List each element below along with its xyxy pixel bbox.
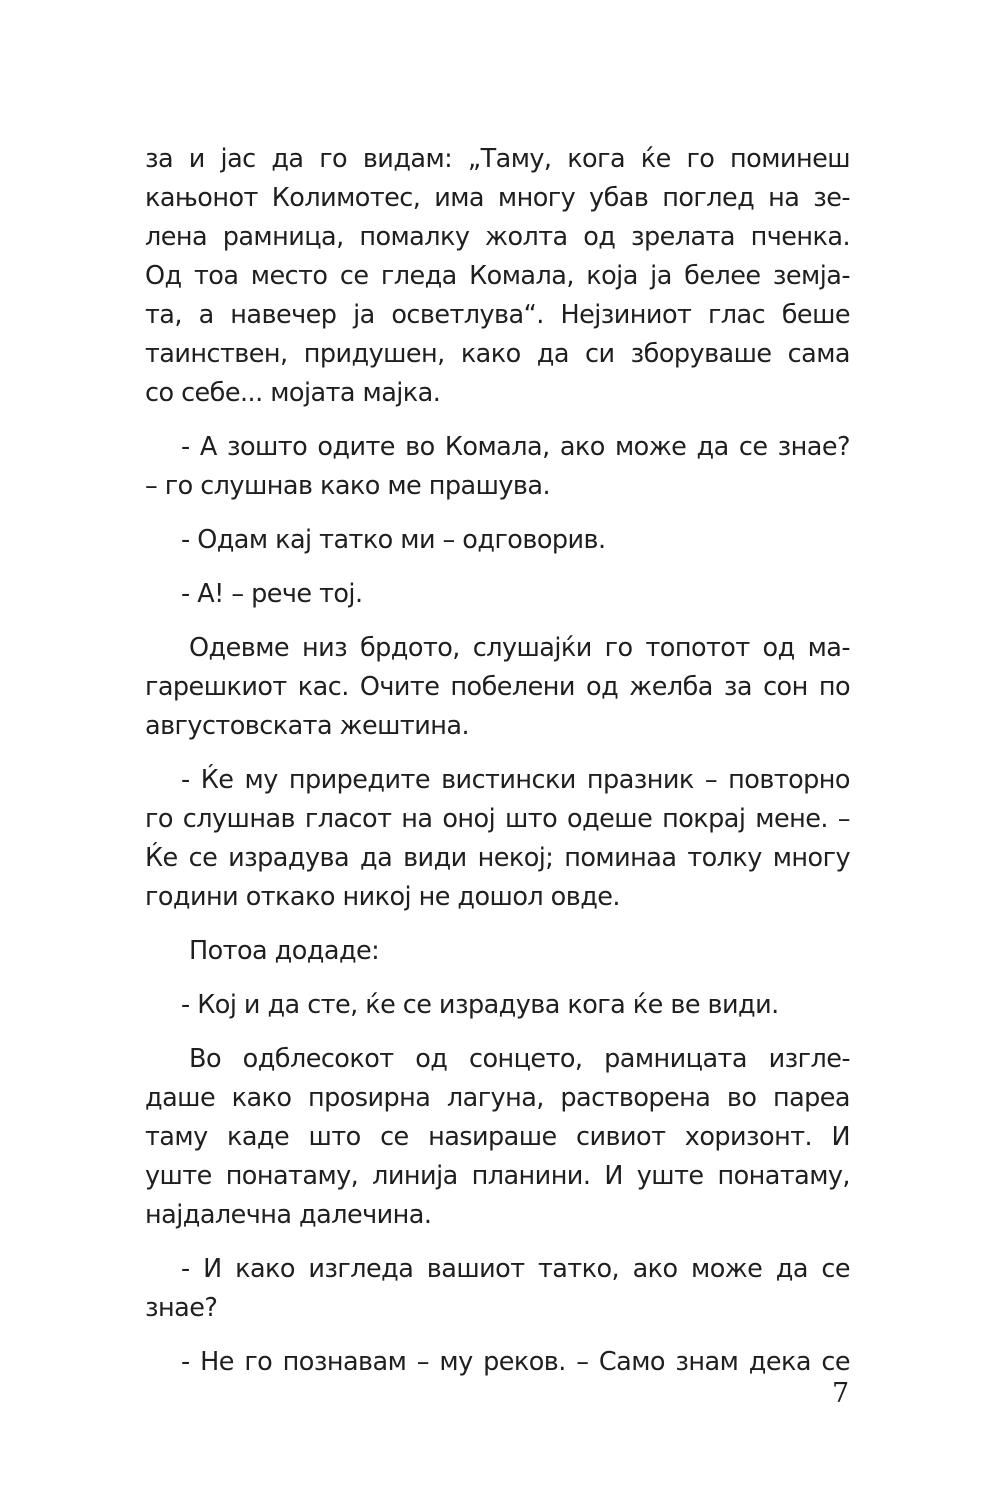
text-line: - А! – рече тој. (181, 579, 363, 609)
text-line: - Кој и да сте, ќе се израдува кога ќе ве види. (181, 990, 779, 1020)
body-text (145, 140, 850, 1397)
paragraph-5 (145, 629, 850, 746)
text-line: го слушнав гласот на оној што одеше покрај мене. – (145, 804, 850, 834)
paragraph-2 (145, 428, 850, 506)
text-line: таинствен, придушен, како да си зборуваше сама (145, 339, 850, 369)
paragraph-11 (145, 1343, 850, 1382)
text-line: најдалечна далечина. (145, 1200, 432, 1230)
text-line: Во одблесокот од сонцето, рамницата изгле- (189, 1044, 850, 1074)
text-line: августовската жештина. (145, 711, 470, 741)
text-line: Одевме низ брдото, слушајќи го топотот од ма- (189, 633, 850, 663)
paragraph-3 (145, 521, 850, 560)
text-line: Од тоа место се гледа Комала, која ја белее земја- (145, 261, 850, 291)
paragraph-6 (145, 761, 850, 917)
page-number: 7 (832, 1378, 850, 1409)
text-line: - Одам кај татко ми – одговорив. (181, 525, 606, 555)
text-line: - И како изгледа вашиот татко, ако може да се (181, 1254, 850, 1284)
text-line: Ќе се израдува да види некој; поминаа толку многу (145, 843, 850, 873)
text-line: гарешкиот кас. Очите побелени од желба за сон по (145, 672, 850, 702)
text-line: - Не го познавам – му реков. – Само знам дека се (181, 1347, 850, 1377)
text-line: знае? (145, 1293, 218, 1323)
text-line: за и јас да го видам: „Таму, кога ќе го поминеш (145, 144, 850, 174)
text-line: – го слушнав како ме прашува. (145, 471, 551, 501)
paragraph-9 (145, 1040, 850, 1235)
text-line: со себе... мојата мајка. (145, 378, 441, 408)
text-line: - А зошто одите во Комала, ако може да се знае? (181, 432, 850, 462)
text-line: уште понатаму, линија планини. И уште понатаму, (145, 1161, 850, 1191)
text-line: лена рамница, помалку жолта од зрелата пченка. (145, 222, 850, 252)
text-line: та, а навечер ја осветлува“. Нејзиниот глас беше (145, 300, 850, 330)
paragraph-7 (145, 932, 850, 971)
paragraph-10 (145, 1250, 850, 1328)
text-line: кањонот Колимотес, има многу убав поглед на зе- (145, 183, 850, 213)
text-line: - Ќе му приредите вистински празник – повторно (181, 765, 850, 795)
paragraph-1 (145, 140, 850, 413)
text-line: Потоа додаде: (189, 936, 380, 966)
text-line: таму каде што се наѕираше сивиот хоризонт. И (145, 1122, 850, 1152)
paragraph-4 (145, 575, 850, 614)
text-line: години откако никој не дошол овде. (145, 882, 620, 912)
paragraph-8 (145, 986, 850, 1025)
text-line: даше како проѕирна лагуна, растворена во пареа (145, 1083, 850, 1113)
